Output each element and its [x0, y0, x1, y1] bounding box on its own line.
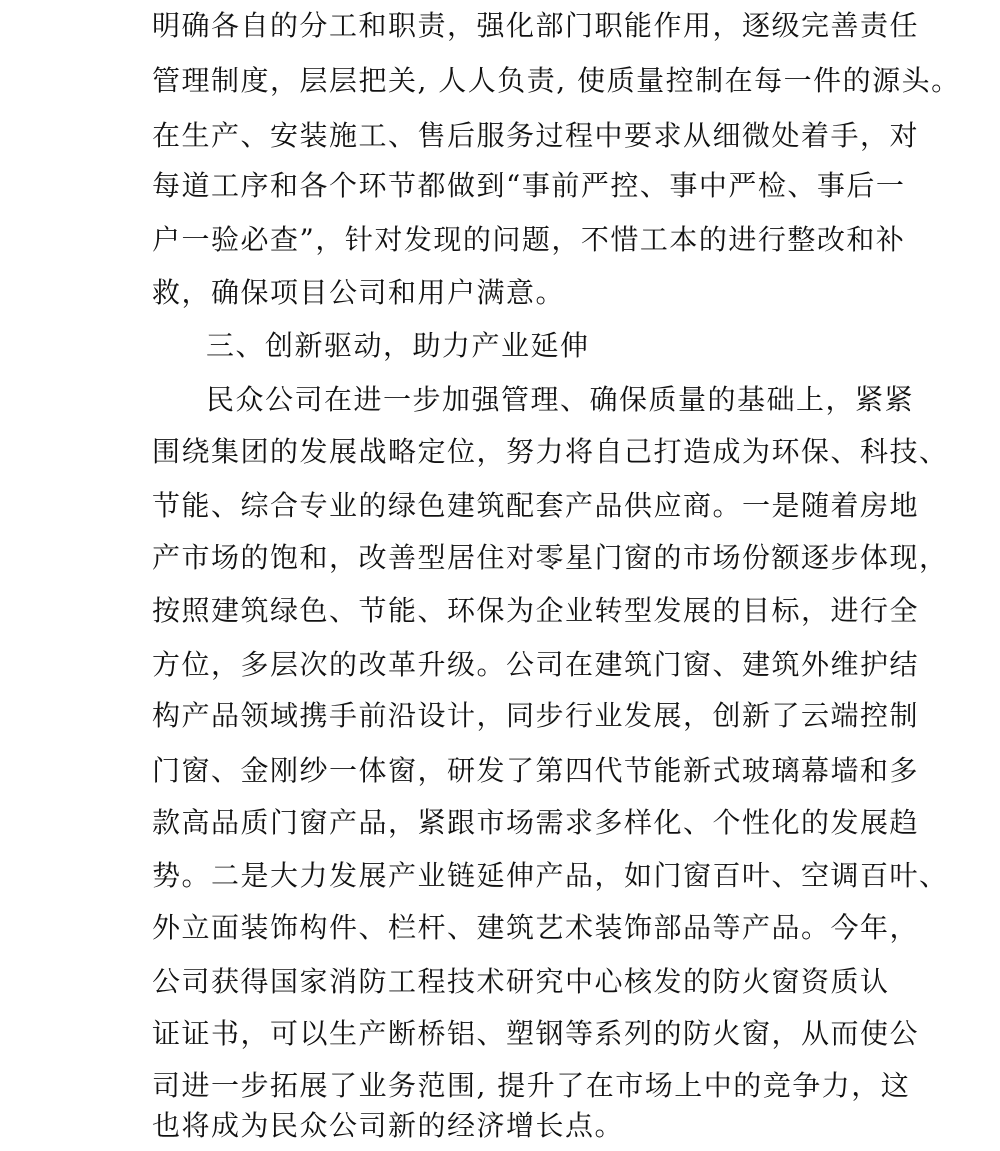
paragraph-2-line-13: 证证书，可以生产断桥铝、塑钢等系列的防火窗，从而使公 — [152, 1017, 920, 1050]
paragraph-2-line-3: 节能、综合专业的绿色建筑配套产品供应商。一是随着房地 — [152, 489, 920, 522]
paragraph-2-line-5: 按照建筑绿色、节能、环保为企业转型发展的目标，进行全 — [152, 594, 920, 627]
paragraph-2-line-11: 外立面装饰构件、栏杆、建筑艺术装饰部品等产品。今年， — [152, 911, 920, 944]
section-heading: 三、创新驱动，助力产业延伸 — [206, 329, 590, 362]
paragraph-2-line-2: 围绕集团的发展战略定位，努力将自己打造成为环保、科技、 — [152, 435, 949, 468]
paragraph-2-line-10: 势。二是大力发展产业链延伸产品，如门窗百叶、空调百叶、 — [152, 859, 949, 892]
paragraph-2-line-7: 构产品领域携手前沿设计，同步行业发展，创新了云端控制 — [152, 699, 920, 732]
paragraph-1-line-6: 救，确保项目公司和用户满意。 — [152, 276, 566, 309]
paragraph-1-line-1: 明确各自的分工和职责，强化部门职能作用，逐级完善责任 — [152, 9, 920, 42]
paragraph-1-line-4: 每道工序和各个环节都做到“事前严控、事中严检、事后一 — [152, 169, 906, 202]
paragraph-2-line-15: 也将成为民众公司新的经济增长点。 — [152, 1109, 625, 1142]
paragraph-2-line-6: 方位，多层次的改革升级。公司在建筑门窗、建筑外维护结 — [152, 648, 920, 681]
paragraph-1-line-3: 在生产、安装施工、售后服务过程中要求从细微处着手，对 — [152, 119, 920, 152]
paragraph-2-line-9: 款高品质门窗产品，紧跟市场需求多样化、个性化的发展趋 — [152, 806, 920, 839]
paragraph-2-line-4: 产市场的饱和，改善型居住对零星门窗的市场份额逐步体现， — [152, 541, 949, 574]
paragraph-2-line-14: 司进一步拓展了业务范围, 提升了在市场上中的竞争力，这 — [152, 1069, 911, 1102]
paragraph-1-line-2: 管理制度，层层把关, 人人负责, 使质量控制在每一件的源头。 — [152, 64, 961, 97]
paragraph-2-line-1: 民众公司在进一步加强管理、确保质量的基础上，紧紧 — [206, 383, 915, 416]
paragraph-2-line-8: 门窗、金刚纱一体窗，研发了第四代节能新式玻璃幕墙和多 — [152, 754, 920, 787]
paragraph-2-line-12: 公司获得国家消防工程技术研究中心核发的防火窗资质认 — [152, 965, 890, 998]
paragraph-1-line-5: 户一验必查”，针对发现的问题，不惜工本的进行整改和补 — [152, 223, 906, 256]
